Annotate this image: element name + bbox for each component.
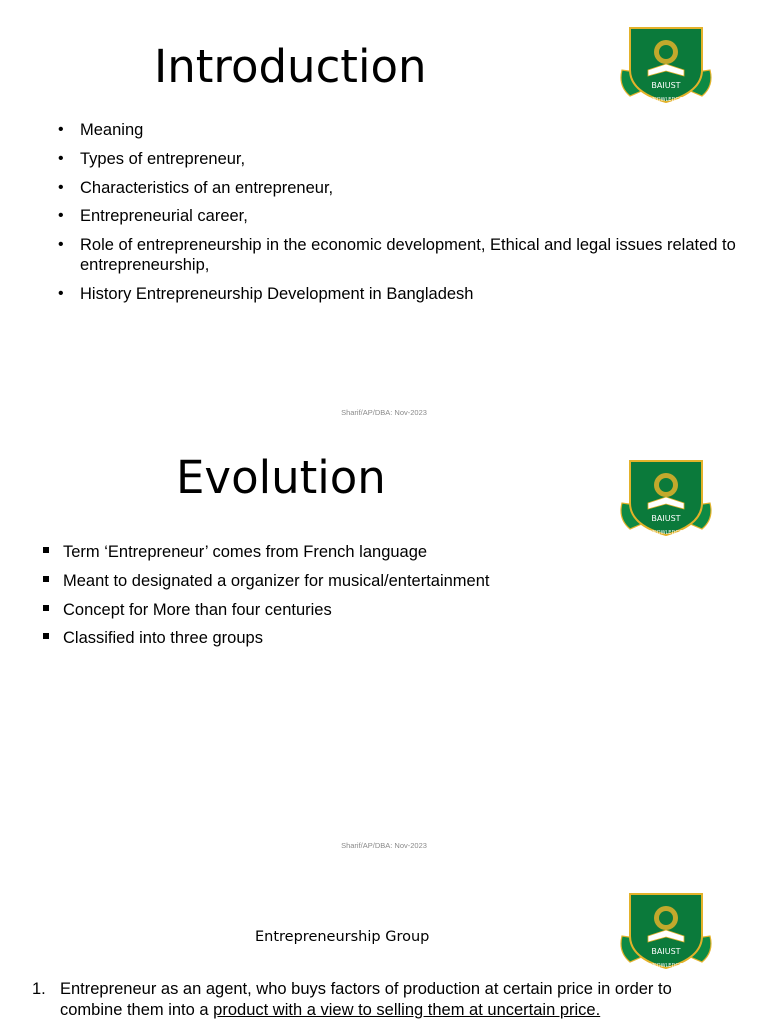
bullet-item: Term ‘Entrepreneur’ comes from French language	[42, 542, 722, 562]
svg-text:BAIUST: BAIUST	[651, 81, 681, 90]
slide-footer: Sharif/AP/DBA: Nov-2023	[341, 841, 427, 850]
slide-subtitle: Entrepreneurship Group	[255, 929, 430, 945]
list-item: 1. Entrepreneur as an agent, who buys factors of production at certain price in order to combine them into a product with a view to selling them at uncertain price.	[32, 980, 672, 1019]
baiust-logo-icon	[616, 455, 716, 541]
svg-text:KNOWLEDGE: KNOWLEDGE	[649, 97, 683, 103]
svg-text:BAIUST: BAIUST	[651, 514, 681, 523]
slide-footer: Sharif/AP/DBA: Nov-2023	[341, 408, 427, 417]
bullet-item: Meant to designated a organizer for musical/entertainment	[42, 571, 722, 591]
baiust-logo-icon	[616, 22, 716, 108]
bullet-item: • Entrepreneurial career,	[58, 207, 248, 226]
bullet-item: • Role of entrepreneurship in the economic development, Ethical and legal issues related to entrepreneurship,	[58, 236, 736, 275]
bullet-item: • Meaning	[58, 121, 144, 139]
numbered-list	[32, 979, 732, 1021]
bullet-item: • Types of entrepreneur,	[58, 149, 246, 168]
bullet-list	[42, 542, 722, 657]
slide-title: Evolution	[176, 451, 386, 504]
baiust-logo-icon	[616, 888, 716, 974]
slide-entrepreneurship-group	[0, 866, 768, 1024]
bullet-list	[58, 120, 738, 313]
svg-text:KNOWLEDGE: KNOWLEDGE	[649, 963, 683, 969]
bullet-item: • Characteristics of an entrepreneur,	[58, 178, 334, 197]
bullet-item: Classified into three groups	[42, 628, 722, 648]
slide-introduction	[0, 0, 768, 432]
bullet-item: • History Entrepreneurship Development in Bangladesh	[58, 284, 474, 303]
slide-evolution	[0, 433, 768, 865]
svg-text:BAIUST: BAIUST	[651, 947, 681, 956]
bullet-item: Concept for More than four centuries	[42, 600, 722, 620]
svg-text:KNOWLEDGE: KNOWLEDGE	[649, 530, 683, 536]
slide-title: Introduction	[154, 40, 427, 93]
